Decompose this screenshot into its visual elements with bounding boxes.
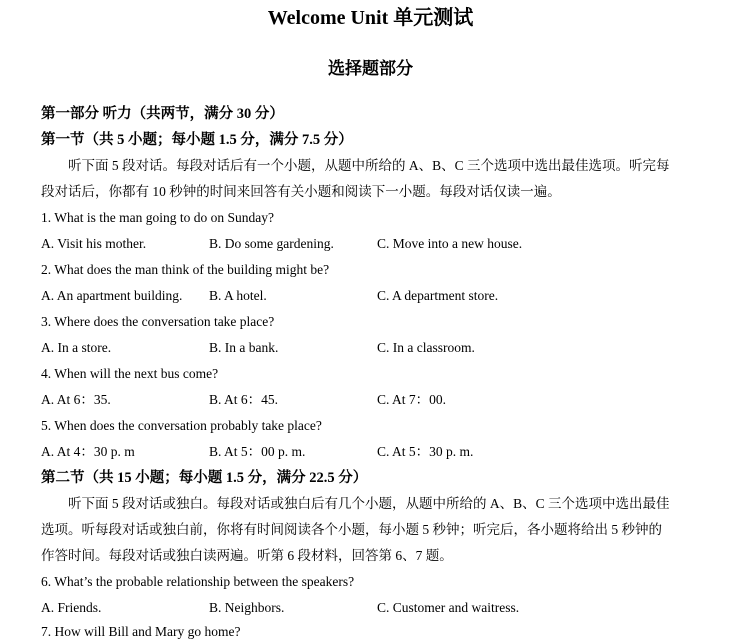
question-5: 5. When does the conversation probably take place?: [41, 418, 322, 433]
section1-instructions-line2: 段对话后，你都有 10 秒钟的时间来回答有关小题和阅读下一小题。每段对话仅读一遍。: [41, 184, 561, 199]
section1-instructions-line1: 听下面 5 段对话。每段对话后有一个小题，从题中所给的 A、B、C 三个选项中选出最佳选项。听完每: [68, 158, 670, 173]
section-subtitle: 选择题部分: [328, 59, 413, 78]
question-1: 1. What is the man going to do on Sunday?: [41, 210, 274, 225]
question-3-option-c: C. In a classroom.: [377, 340, 475, 355]
section2-heading: 第二节（共 15 小题；每小题 1.5 分，满分 22.5 分）: [41, 470, 368, 486]
question-2-option-a: A. An apartment building.: [41, 288, 183, 303]
question-6: 6. What’s the probable relationship between the speakers?: [41, 574, 355, 589]
section2-instructions-line2: 选项。听每段对话或独白前，你将有时间阅读各个小题，每小题 5 秒钟；听完后，各小题将给出 5 秒钟的: [41, 522, 662, 537]
section2-instructions-line3: 作答时间。每段对话或独白读两遍。听第 6 段材料，回答第 6、7 题。: [41, 548, 453, 563]
question-5-option-b: B. At 5：00 p. m.: [209, 444, 306, 459]
question-4-option-b: B. At 6：45.: [209, 392, 279, 407]
question-6-option-a: A. Friends.: [41, 600, 102, 615]
question-5-option-c: C. At 5：30 p. m.: [377, 444, 474, 459]
question-2-option-b: B. A hotel.: [209, 288, 267, 303]
question-3: 3. Where does the conversation take place?: [41, 314, 275, 329]
question-7: 7. How will Bill and Mary go home?: [41, 624, 241, 639]
question-1-option-c: C. Move into a new house.: [377, 236, 523, 251]
section2-instructions-line1: 听下面 5 段对话或独白。每段对话或独白后有几个小题，从题中所给的 A、B、C 三个选项中选出最佳: [68, 496, 670, 511]
question-5-option-a: A. At 4：30 p. m: [41, 444, 135, 459]
question-4: 4. When will the next bus come?: [41, 366, 219, 381]
question-3-option-a: A. In a store.: [41, 340, 112, 355]
page-title: Welcome Unit 单元测试: [267, 7, 474, 29]
question-4-option-a: A. At 6：35.: [41, 392, 111, 407]
section1-heading: 第一节（共 5 小题；每小题 1.5 分，满分 7.5 分）: [41, 132, 353, 148]
part1-heading: 第一部分 听力（共两节，满分 30 分）: [41, 106, 284, 122]
question-6-option-c: C. Customer and waitress.: [377, 600, 520, 615]
question-6-option-b: B. Neighbors.: [209, 600, 285, 615]
question-2-option-c: C. A department store.: [377, 288, 499, 303]
question-1-option-a: A. Visit his mother.: [41, 236, 147, 251]
question-2: 2. What does the man think of the building might be?: [41, 262, 330, 277]
question-1-option-b: B. Do some gardening.: [209, 236, 334, 251]
question-4-option-c: C. At 7：00.: [377, 392, 447, 407]
question-3-option-b: B. In a bank.: [209, 340, 279, 355]
